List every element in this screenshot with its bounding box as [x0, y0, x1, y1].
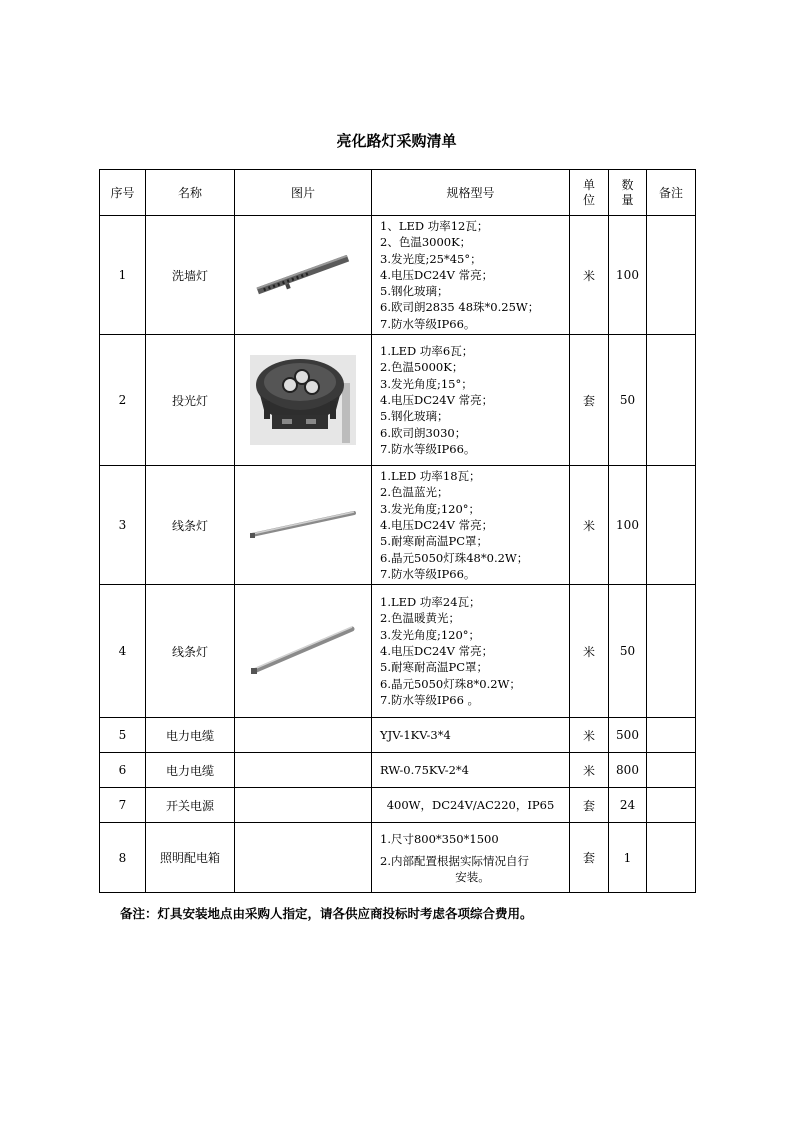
- table-row: [100, 335, 696, 466]
- row-image: [235, 823, 372, 893]
- row-qty: 100: [609, 216, 647, 335]
- row-name: 线条灯: [146, 466, 235, 585]
- row-unit: 套: [570, 335, 609, 466]
- row-name: 电力电缆: [146, 753, 235, 788]
- row-remark: [647, 788, 696, 823]
- linear-light-image: [235, 585, 372, 718]
- row-image: [235, 788, 372, 823]
- table-row: [100, 788, 696, 823]
- row-remark: [647, 216, 696, 335]
- row-unit: 套: [570, 788, 609, 823]
- row-name: 线条灯: [146, 585, 235, 718]
- row-qty: 100: [609, 466, 647, 585]
- row-name: 投光灯: [146, 335, 235, 466]
- row-index: 5: [100, 718, 146, 753]
- row-image: [235, 718, 372, 753]
- wall-washer-light-image: [235, 216, 372, 335]
- table-row: [100, 753, 696, 788]
- row-unit: 套: [570, 823, 609, 893]
- header-row: [100, 170, 696, 216]
- row-spec: YJV-1KV-3*4: [372, 718, 570, 753]
- row-name: 电力电缆: [146, 718, 235, 753]
- row-name: 照明配电箱: [146, 823, 235, 893]
- header-qty: 数 量: [609, 170, 647, 216]
- header-remark: 备注: [647, 170, 696, 216]
- row-spec: 400W，DC24V/AC220，IP65: [372, 788, 570, 823]
- row-unit: 米: [570, 753, 609, 788]
- row-unit: 米: [570, 216, 609, 335]
- row-spec: 1.LED 功率18瓦； 2.色温蓝光； 3.发光角度;120°； 4.电压DC24V 常亮； 5.耐寒耐高温PC罩； 6.晶元5050灯珠48*0.2W； 7.防水等级IP66。: [372, 466, 570, 585]
- row-index: 1: [100, 216, 146, 335]
- row-spec: 1、LED 功率12瓦； 2、色温3000K； 3.发光度;25*45°； 4.电压DC24V 常亮； 5.钢化玻璃； 6.欧司朗2835 48珠*0.25W； 7.防水等级IP66。: [372, 216, 570, 335]
- row-name: 洗墙灯: [146, 216, 235, 335]
- row-remark: [647, 823, 696, 893]
- row-remark: [647, 753, 696, 788]
- row-remark: [647, 335, 696, 466]
- row-remark: [647, 466, 696, 585]
- table-row: [100, 718, 696, 753]
- linear-light-image: [235, 466, 372, 585]
- header-unit: 单 位: [570, 170, 609, 216]
- row-spec: 1.LED 功率24瓦； 2.色温暖黄光； 3.发光角度;120°； 4.电压DC24V 常亮； 5.耐寒耐高温PC罩； 6.晶元5050灯珠8*0.2W； 7.防水等级IP66 。: [372, 585, 570, 718]
- row-index: 2: [100, 335, 146, 466]
- footnote: 备注：灯具安装地点由采购人指定，请各供应商投标时考虑各项综合费用。: [120, 906, 533, 921]
- row-qty: 50: [609, 335, 647, 466]
- row-qty: 800: [609, 753, 647, 788]
- row-spec: RW-0.75KV-2*4: [372, 753, 570, 788]
- row-spec: 1.LED 功率6瓦； 2.色温5000K； 3.发光角度;15°； 4.电压DC24V 常亮； 5.钢化玻璃； 6.欧司朗3030； 7.防水等级IP66。: [372, 335, 570, 466]
- row-name: 开关电源: [146, 788, 235, 823]
- row-index: 8: [100, 823, 146, 893]
- header-spec: 规格型号: [372, 170, 570, 216]
- table-row: [100, 585, 696, 718]
- procurement-table: [99, 169, 696, 893]
- page-title: 亮化路灯采购清单: [336, 132, 457, 150]
- row-qty: 24: [609, 788, 647, 823]
- row-index: 3: [100, 466, 146, 585]
- row-qty: 500: [609, 718, 647, 753]
- row-unit: 米: [570, 585, 609, 718]
- table-row: [100, 823, 696, 893]
- flood-light-image: [235, 335, 372, 466]
- row-qty: 1: [609, 823, 647, 893]
- table-row: [100, 216, 696, 335]
- row-remark: [647, 718, 696, 753]
- row-index: 7: [100, 788, 146, 823]
- table-row: [100, 466, 696, 585]
- row-image: [235, 753, 372, 788]
- header-name: 名称: [146, 170, 235, 216]
- row-unit: 米: [570, 466, 609, 585]
- row-index: 6: [100, 753, 146, 788]
- header-image: 图片: [235, 170, 372, 216]
- row-spec: 1.尺寸800*350*1500 2.内部配置根据实际情况自行 安装。: [372, 823, 570, 893]
- header-index: 序号: [100, 170, 146, 216]
- row-qty: 50: [609, 585, 647, 718]
- row-index: 4: [100, 585, 146, 718]
- row-unit: 米: [570, 718, 609, 753]
- row-remark: [647, 585, 696, 718]
